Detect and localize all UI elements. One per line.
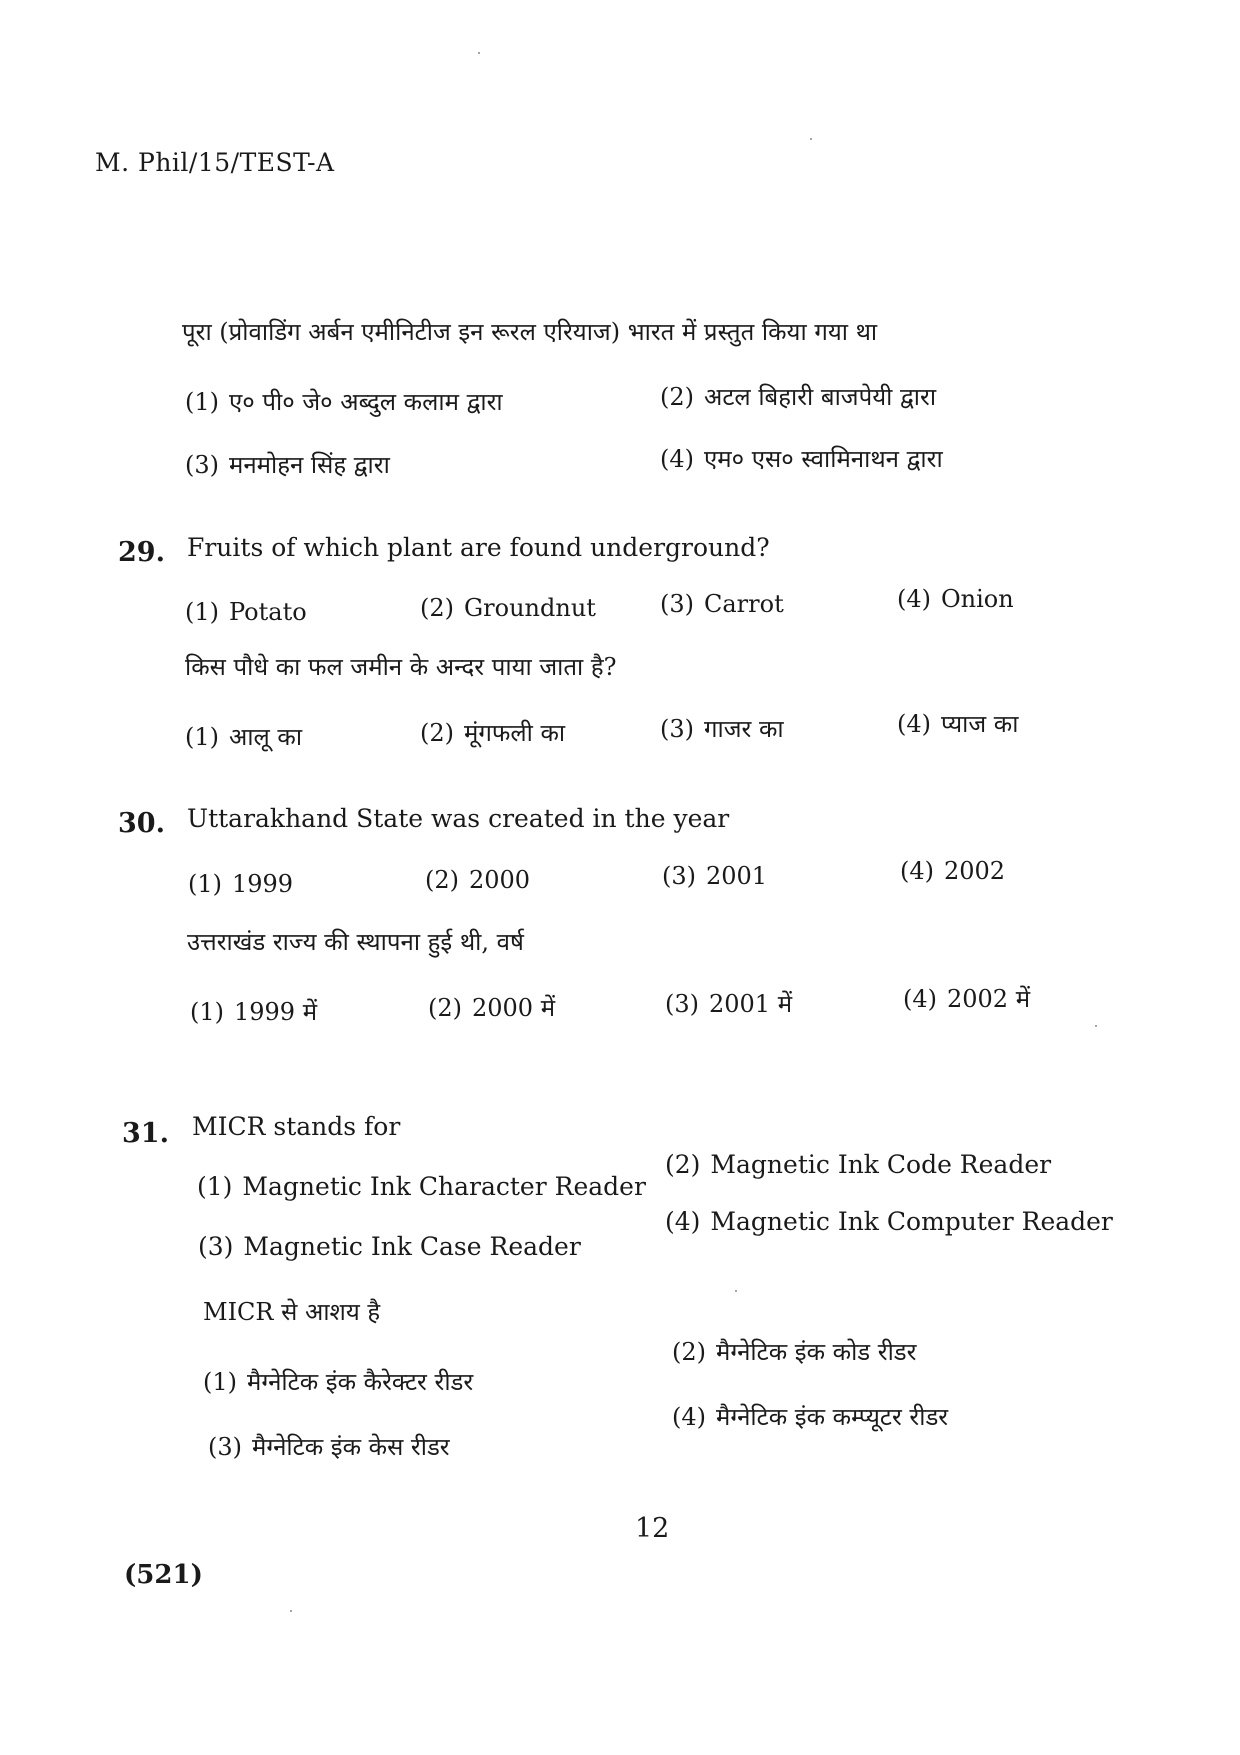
q29-stem-hindi: किस पौधे का फल जमीन के अन्दर पाया जाता है? [185,653,617,681]
q30-stem-hindi: उत्तराखंड राज्य की स्थापना हुई थी, वर्ष [187,928,524,956]
q28-stem-hindi: पूरा (प्रोवाडिंग अर्बन एमीनिटीज इन रूरल एरियाज) भारत में प्रस्तुत किया गया था [182,318,878,346]
q31-option-1-hi: (1) मैग्नेटिक इंक कैरेक्टर रीडर [203,1368,474,1396]
q30-option-2-hi: (2) 2000 में [428,994,556,1022]
q30-option-3-en: (3) 2001 [662,862,768,890]
q29-option-1-hi: (1) आलू का [185,723,303,751]
q31-stem-hindi: MICR से आशय है [203,1298,381,1326]
paper-code-footer: (521) [124,1560,203,1590]
paper-code-header: M. Phil/15/TEST-A [95,148,335,177]
q29-number: 29. [118,537,165,568]
q29-option-4-en: (4) Onion [897,585,1014,613]
q30-option-4-hi: (4) 2002 में [903,985,1031,1013]
q30-option-4-en: (4) 2002 [900,857,1006,885]
q29-option-2-hi: (2) मूंगफली का [420,719,566,747]
q31-option-4-en: (4) Magnetic Ink Computer Reader [665,1207,1113,1236]
scan-speck [478,52,480,54]
q31-option-4-hi: (4) मैग्नेटिक इंक कम्प्यूटर रीडर [672,1403,949,1431]
q31-option-1-en: (1) Magnetic Ink Character Reader [197,1172,646,1201]
q29-option-4-hi: (4) प्याज का [897,710,1019,738]
scan-speck [290,1610,292,1612]
q30-number: 30. [118,808,165,839]
q29-option-3-en: (3) Carrot [660,590,784,618]
q31-option-2-hi: (2) मैग्नेटिक इंक कोड रीडर [672,1338,917,1366]
page-number: 12 [635,1513,670,1544]
scan-speck [810,138,812,140]
q29-option-3-hi: (3) गाजर का [660,715,784,743]
scan-speck [1095,1025,1097,1027]
q28-option-4: (4) एम० एस० स्वामिनाथन द्वारा [660,445,943,473]
q28-option-2: (2) अटल बिहारी बाजपेयी द्वारा [660,383,937,411]
q29-option-2-en: (2) Groundnut [420,594,596,622]
q31-stem-english: MICR stands for [192,1112,401,1141]
q31-option-2-en: (2) Magnetic Ink Code Reader [665,1150,1052,1179]
q30-option-1-hi: (1) 1999 में [190,998,318,1026]
q31-number: 31. [122,1118,169,1149]
q29-stem-english: Fruits of which plant are found underground? [187,533,770,562]
q30-option-2-en: (2) 2000 [425,866,531,894]
q30-option-1-en: (1) 1999 [188,870,294,898]
q30-option-3-hi: (3) 2001 में [665,990,793,1018]
q28-option-1: (1) ए० पी० जे० अब्दुल कलाम द्वारा [185,388,503,416]
q30-stem-english: Uttarakhand State was created in the year [187,804,730,833]
q29-option-1-en: (1) Potato [185,598,307,626]
q28-option-3: (3) मनमोहन सिंह द्वारा [185,451,390,479]
q31-option-3-hi: (3) मैग्नेटिक इंक केस रीडर [208,1433,450,1461]
scan-speck [735,1290,737,1292]
q31-option-3-en: (3) Magnetic Ink Case Reader [198,1232,581,1261]
